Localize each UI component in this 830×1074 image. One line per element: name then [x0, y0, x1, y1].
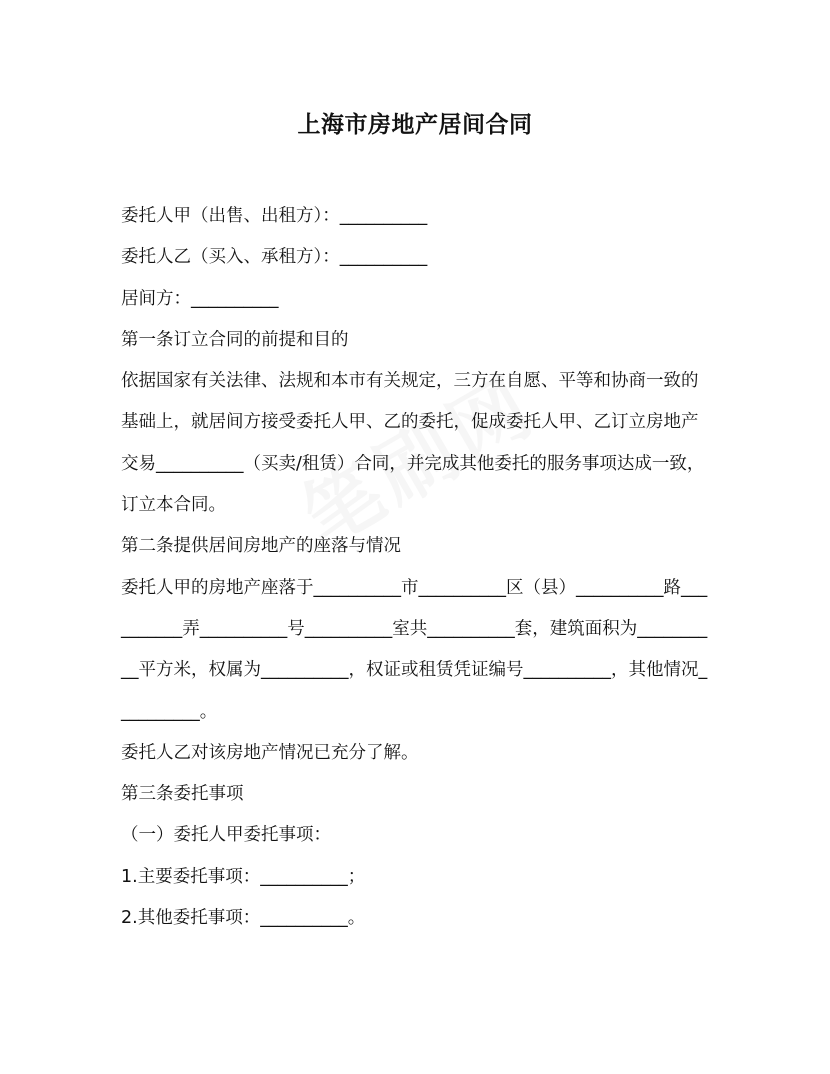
article-2-note: 委托人乙对该房地产情况已充分了解。	[121, 742, 419, 763]
article-2-body: 委托人甲的房地产座落于__________市__________区（县）__________路__________弄__________号__________室共__________套，建筑面积为__________平方米，权属为__________，权证或租赁凭证编号__________，其他情况__________。	[121, 577, 708, 722]
article-3-heading: 第三条委托事项	[121, 784, 244, 805]
intermediary-line: 居间方：__________	[121, 288, 279, 309]
article-3-subheading: （一）委托人甲委托事项：	[121, 825, 331, 846]
article-1-heading: 第一条订立合同的前提和目的	[121, 329, 349, 350]
article-3-item-1: 1.主要委托事项：__________；	[121, 866, 366, 887]
party-b-line: 委托人乙（买入、承租方）：__________	[121, 247, 428, 268]
article-1-body: 依据国家有关法律、法规和本市有关规定，三方在自愿、平等和协商一致的基础上，就居间方接受委托人甲、乙的委托，促成委托人甲、乙订立房地产交易__________（买卖/租赁）合同，并完成其他委托的服务事项达成一致，订立本合同。	[121, 371, 705, 516]
party-a-line: 委托人甲（出售、出租方）：__________	[121, 206, 428, 226]
article-2-heading: 第二条提供居间房地产的座落与情况	[121, 536, 401, 557]
document-title: 上海市房地产居间合同	[297, 112, 533, 138]
document-body	[121, 196, 713, 939]
article-3-item-2: 2.其他委托事项：__________。	[121, 908, 366, 929]
